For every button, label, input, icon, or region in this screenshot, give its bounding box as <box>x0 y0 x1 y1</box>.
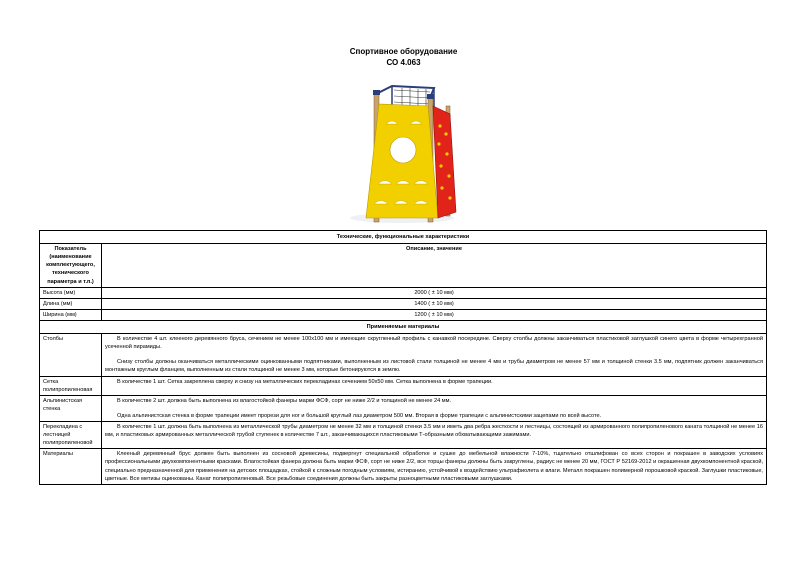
param-value: 1200 ( ± 10 мм) <box>102 309 767 320</box>
material-label: Перекладина с лестницей полипропиленовой <box>40 421 102 448</box>
table-row <box>40 449 767 484</box>
column-header-desc: Описание, значение <box>102 244 767 288</box>
table-row <box>40 376 767 395</box>
column-header-param: Показатель (наименование комплектующего, технического параметра и т.п.) <box>40 244 102 288</box>
desc-paragraph: Клееный деревянный брус должен быть выполнен из сосновой древесины, подвергнут специальной обработке и сушке до мебельной влажности 7-10%, тщательно отшлифован со всех сторон и покрашен в заводских условиях профессиональными двухкомпонентными красками. Влагостойкая фанера должна быть марки ФСФ, сорт не ниже 2/2, все торцы фанеры должны быть закруглены, радиус не менее 20 мм, ГОСТ Р 52169-2012 и окрашенная двухкомпонентной краской, специально предназначенной для применения на детских площадках, стойкой к сложным погодным условиям, истиранию, устойчивой к воздействию ультрафиолета и влаги. Металл покрашен полимерной порошковой краской. Заглушки пластиковые, цветные. Все метизы оцинкованы. Канат полипропиленовый. Все резьбовые соединения должны быть закрыты разноцветными пластиковыми заглушками. <box>105 451 763 482</box>
table-row <box>40 334 767 376</box>
product-code: СО 4.063 <box>386 58 421 67</box>
table-row <box>40 309 767 320</box>
table-row <box>40 395 767 421</box>
material-desc <box>102 395 767 421</box>
page-title: Спортивное оборудование <box>349 47 458 56</box>
material-label: Столбы <box>40 334 102 376</box>
param-label: Длина (мм) <box>40 298 102 309</box>
table-row <box>40 287 767 298</box>
desc-paragraph: В количестве 1 шт. Сетка закреплена сверху и снизу на металлических перекладинах сечением 50х50 мм. Сетка выполнена в форме трапеции. <box>117 378 493 385</box>
desc-paragraph: Одна альпинистская стенка в форме трапеции имеет прорези для ног и большой круглый лаз диаметром 500 мм. Вторая в форме трапеции с альпинистскими зацепами по всей высоте. <box>117 412 602 419</box>
material-desc <box>102 376 767 395</box>
material-desc <box>102 334 767 376</box>
table-row <box>40 421 767 448</box>
material-label: Материалы <box>40 449 102 484</box>
section-header: Технические, функциональные характеристики <box>40 231 767 244</box>
spec-table <box>39 230 767 485</box>
param-value: 1400 ( ± 10 мм) <box>102 298 767 309</box>
section-header: Применяемые материалы <box>40 320 767 333</box>
desc-paragraph: В количестве 2 шт. должна быть выполнена из влагостойкой фанеры марки ФСФ, сорт не ниже 2/2 и толщиной не менее 24 мм. <box>117 397 452 404</box>
material-label: Альпинистская стенка <box>40 395 102 421</box>
product-illustration <box>334 76 464 226</box>
param-value: 2000 ( ± 10 мм) <box>102 287 767 298</box>
material-desc <box>102 421 767 448</box>
desc-paragraph: В количестве 1 шт. должна быть выполнена из металлической трубы диаметром не менее 32 мм и толщиной стенки 3.5 мм и иметь два ребра жесткости и лестницы, состоящей из армированного полипропиленового каната толщиной не менее 16 мм, и пластиковых армированных металлической трубой ступенек в количестве 7 шт., заканчивающихся пластиковыми Т-образными обхватывающими зажимами. <box>105 423 763 439</box>
material-desc <box>102 449 767 484</box>
desc-paragraph: В количестве 4 шт. клееного деревянного бруса, сечением не менее 100х100 мм и имеющие скругленный профиль с канавкой посередине. Сверху столбы должны заканчиваться пластиковой заглушкой синего цвета в форме четырехгранной усеченной пирамиды. <box>105 336 763 351</box>
param-label: Высота (мм) <box>40 287 102 298</box>
desc-paragraph: Снизу столбы должны оканчиваться металлическими оцинкованными подпятниками, выполненным из листовой стали толщиной не менее 4 мм и трубы диаметром не менее 57 мм и толщиной стенки 3.5 мм, подпятник должен заканчиваться монтажным круглым фланцем, выполненным из стали толщиной не менее 3 мм, которые бетонируются в землю. <box>105 359 763 374</box>
param-label: Ширина (мм) <box>40 309 102 320</box>
material-label: Сетка полипропиленовая <box>40 376 102 395</box>
table-row <box>40 298 767 309</box>
